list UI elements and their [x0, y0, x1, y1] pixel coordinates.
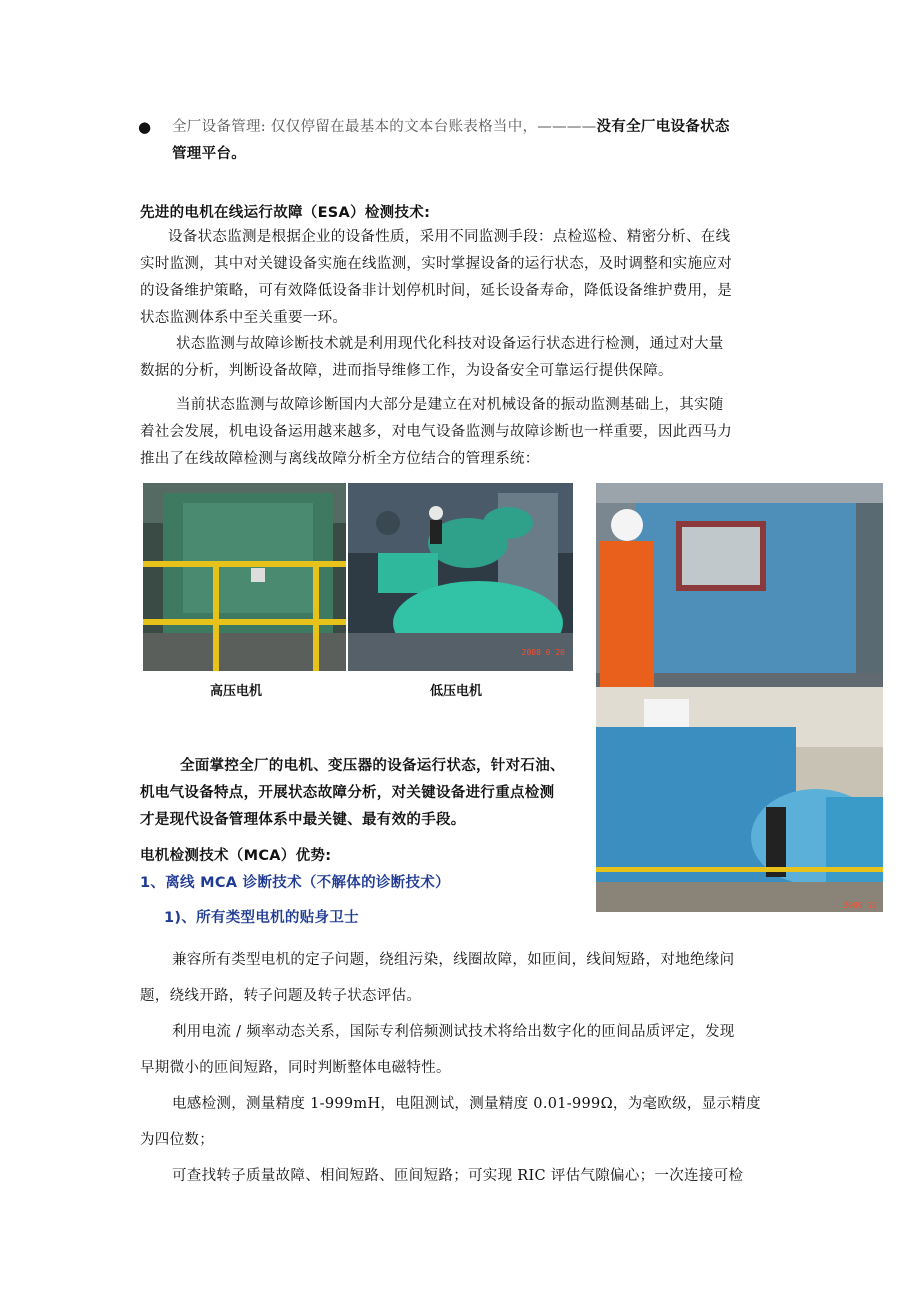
- text-line: 机电气设备特点，开展状态故障分析，对关键设备进行重点检测: [140, 785, 555, 801]
- lv-motor-photo: [348, 483, 573, 671]
- text-line: 着社会发展，机电设备运用越来越多，对电气设备监测与故障诊断也一样重要，因此西马力: [140, 424, 732, 440]
- bullet-line-1: [172, 114, 792, 141]
- mca-para-3: [140, 1086, 790, 1158]
- bullet-line-2: 管理平台。: [172, 146, 246, 162]
- mca-heading: 电机检测技术（MCA）优势:: [140, 848, 332, 864]
- bullet-icon: ●: [138, 118, 152, 136]
- turbine-photo-timestamp: 2009 12: [843, 901, 877, 910]
- bullet-text-bold: 没有全厂电设备状态: [596, 119, 730, 135]
- control-panel-photo: [596, 483, 883, 687]
- text-line: 才是现代设备管理体系中最关键、最有效的手段。: [140, 812, 466, 828]
- text-line: 电感检测，测量精度 1-999mH，电阻测试，测量精度 0.01-999Ω，为毫欧级，显示精度: [172, 1096, 761, 1112]
- text-line: 推出了在线故障检测与离线故障分析全方位结合的管理系统：: [140, 451, 540, 467]
- bullet-text: 全厂设备管理: 仅仅停留在最基本的文本台账表格当中，————: [172, 119, 597, 135]
- text-line: 状态监测与故障诊断技术就是利用现代化科技对设备运行状态进行检测，通过对大量: [176, 336, 724, 352]
- text-line: 利用电流 / 频率动态关系，国际专利倍频测试技术将给出数字化的匝间品质评定，发现: [172, 1024, 735, 1040]
- turbine-photo: [596, 687, 883, 912]
- lv-photo-timestamp: 2008 6 26: [521, 648, 565, 657]
- esa-para-3: [140, 392, 790, 473]
- mca-para-1: [140, 942, 790, 1014]
- para-4: [140, 753, 595, 834]
- text-line: 的设备维护策略，可有效降低设备非计划停机时间，延长设备寿命，降低设备维护费用，是: [140, 283, 732, 299]
- mca-subheading-2: 1)、所有类型电机的贴身卫士: [164, 910, 359, 926]
- text-line: 早期微小的匝间短路，同时判断整体电磁特性。: [140, 1060, 451, 1076]
- text-line: 状态监测体系中至关重要一环。: [140, 310, 348, 326]
- text-line: 可查找转子质量故障、相间短路、匝间短路；可实现 RIC 评估气隙偏心；一次连接可检: [172, 1168, 744, 1184]
- esa-para-2: [140, 331, 790, 385]
- text-line: 为四位数；: [140, 1132, 214, 1148]
- text-line: 数据的分析，判断设备故障，进而指导维修工作，为设备安全可靠运行提供保障。: [140, 363, 673, 379]
- text-line: 设备状态监测是根据企业的设备性质，采用不同监测手段：点检巡检、精密分析、在线: [168, 229, 731, 245]
- lv-motor-caption: 低压电机: [430, 684, 483, 699]
- esa-para-1: [140, 224, 790, 332]
- text-line: 兼容所有类型电机的定子问题，绕组污染，线圈故障，如匝间，线间短路，对地绝缘问: [172, 952, 735, 968]
- text-line: 实时监测，其中对关键设备实施在线监测，实时掌握设备的运行状态，及时调整和实施应对: [140, 256, 732, 272]
- text-line: 题，绕线开路，转子问题及转子状态评估。: [140, 988, 422, 1004]
- mca-para-2: [140, 1014, 790, 1086]
- esa-heading: 先进的电机在线运行故障（ESA）检测技术:: [140, 205, 431, 221]
- text-line: 全面掌控全厂的电机、变压器的设备运行状态，针对石油、: [180, 758, 565, 774]
- text-line: 当前状态监测与故障诊断国内大部分是建立在对机械设备的振动监测基础上，其实随: [176, 397, 724, 413]
- hv-motor-caption: 高压电机: [210, 684, 263, 699]
- mca-subheading-1: 1、离线 MCA 诊断技术（不解体的诊断技术）: [140, 875, 450, 891]
- mca-para-4: [140, 1158, 790, 1194]
- hv-motor-photo: [143, 483, 346, 671]
